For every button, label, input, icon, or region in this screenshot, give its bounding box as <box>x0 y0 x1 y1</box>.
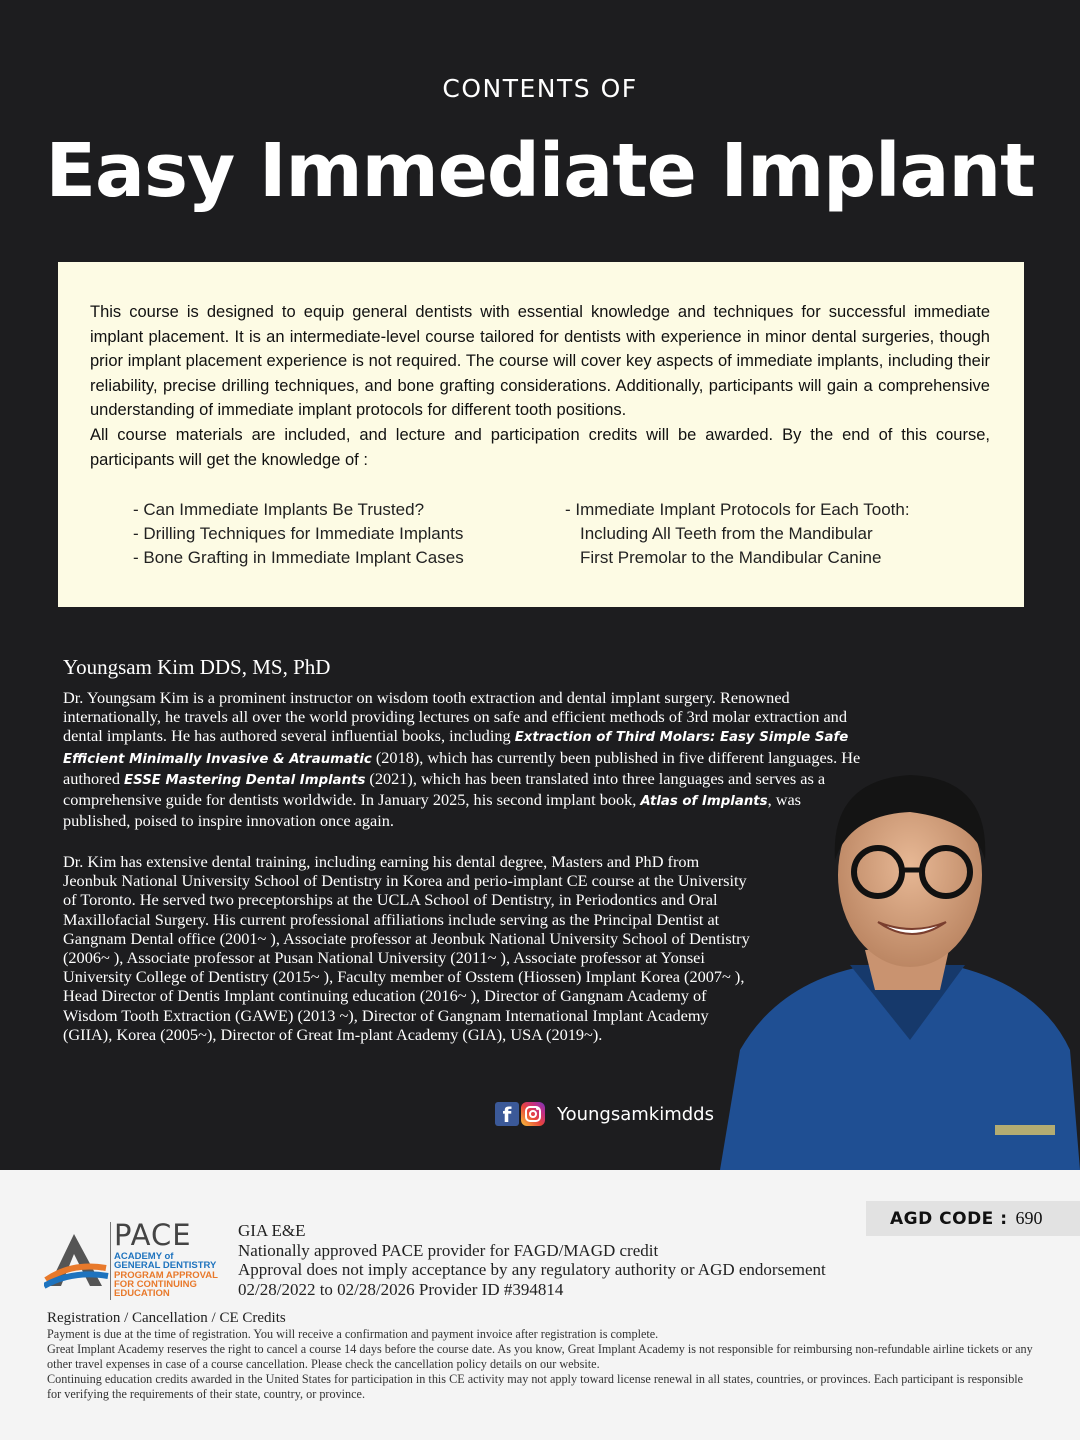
instructor-name: Youngsam Kim DDS, MS, PhD <box>63 655 331 679</box>
pace-line: EDUCATION <box>114 1288 170 1299</box>
agd-code-label: AGD CODE : <box>890 1209 1008 1229</box>
agd-code-badge <box>866 1201 1080 1236</box>
instagram-icon[interactable] <box>521 1102 545 1126</box>
course-description-paragraph: This course is designed to equip general dentists with essential knowledge and techniques for successful immediate implant placement. It is an intermediate-level course tailored for dentists with experience in minor dental surgeries, though prior implant placement experience is not required. The course will cover key aspects of immediate implants, including their reliability, precise drilling techniques, and bone grafting considerations. Additionally, participants will gain a comprehensive understanding of immediate implant protocols for different tooth positions. All course materials are included, and lecture and participation credits will be awarded. By the end of this course, participants will get the knowledge of : <box>90 303 990 469</box>
book-title: ESSE Mastering Dental Implants <box>124 772 366 788</box>
topic-item-continued: Including All Teeth from the Mandibular <box>580 524 873 543</box>
course-description-box <box>58 262 1024 607</box>
instructor-bio-paragraph: Dr. Youngsam Kim is a prominent instructor on wisdom tooth extraction and dental implant surgery. Renowned internationally, he travels all over the world providing lectures on safe and efficient methods of 3rd molar extraction and dental implants. He has authored several influential books, including Extraction of Third Molars: Easy Simple Safe Efficient Minimally Invasive & Atraumatic (2018), which has currently been published in five different languages. He authored ESSE Mastering Dental Implants (2021), which has been translated into three languages and serves as a comprehensive guide for dentists worldwide. In January 2025, his second implant book, Atlas of Implants, was published, poised to inspire innovation once again. <box>63 688 861 831</box>
provider-line: GIA E&E <box>238 1221 306 1240</box>
policy-title: Registration / Cancellation / CE Credits <box>47 1310 286 1326</box>
instructor-bio-paragraph: Dr. Kim has extensive dental training, including earning his dental degree, Masters and PhD from Jeonbuk National University School of Dentistry in Korea and perio-implant CE course at the University of Toronto. He served two preceptorships at the UCLA School of Dentistry, in Periodontics and Oral Maxillofacial Surgery. His current professional affiliations include serving as the Principal Dentist at Gangnam Dental office (2001~ ), Associate professor at Jeonbuk National University School of Dentistry (2006~ ), Associate professor at Pusan National University (2011~ ), Associate professor at Yonsei University College of Dentistry (2015~ ), Faculty member of Osstem (Hiossen) Implant Korea (2007~ ), Head Director of Dentis Implant continuing education (2016~ ), Director of Gangnam Academy of Wisdom Tooth Extraction (GAWE) (2013 ~), Director of Gangnam International Implant Academy (GIIA), Korea (2005~), Director of Great Im-plant Academy (GIA), USA (2019~). <box>63 852 750 1044</box>
social-handle[interactable]: Youngsamkimdds <box>557 1103 714 1125</box>
policy-paragraph: Continuing education credits awarded in the United States for participation in this CE activity may not apply toward license renewal in all states, countries, or provinces. Each participant is responsible for verifying the requirements of their state, country, or province. <box>47 1372 1024 1401</box>
topic-column-left <box>133 498 553 570</box>
page-title: Easy Immediate Implant <box>45 128 1035 214</box>
book-title: Atlas of Implants <box>640 794 768 810</box>
topic-item: - Can Immediate Implants Be Trusted? <box>133 500 425 519</box>
provider-line: Nationally approved PACE provider for FAGD/MAGD credit <box>238 1240 659 1260</box>
topic-item-continued: First Premolar to the Mandibular Canine <box>580 548 882 567</box>
topic-column-right <box>565 498 965 570</box>
footer-section <box>0 1170 1080 1440</box>
topic-item: - Immediate Implant Protocols for Each Tooth: <box>565 500 910 519</box>
policy-paragraph: Payment is due at the time of registration. You will receive a confirmation and payment invoice after registration is complete. <box>47 1327 659 1341</box>
social-links <box>495 1100 714 1128</box>
book-title: Extraction of Third Molars: Easy Simple Safe Efficient Minimally Invasive & Atraumatic <box>63 730 849 767</box>
pace-line: GENERAL DENTISTRY <box>114 1260 217 1271</box>
topic-item: - Bone Grafting in Immediate Implant Cases <box>133 548 464 567</box>
pace-wordmark: PACE <box>114 1218 192 1252</box>
provider-line: 02/28/2022 to 02/28/2026 Provider ID #394814 <box>238 1279 564 1299</box>
policy-paragraph: Great Implant Academy reserves the right to cancel a course 14 days before the course date. As you know, Great Implant Academy is not responsible for reimbursing non-refundable airline tickets or any other travel expenses in case of a course cancellation. Please check the cancellation policy details on our website. <box>47 1342 1033 1371</box>
agd-code-value: 690 <box>1015 1208 1043 1228</box>
topic-item: - Drilling Techniques for Immediate Implants <box>133 524 464 543</box>
pace-line: PROGRAM APPROVAL <box>114 1270 218 1281</box>
policy-section <box>47 1309 1037 1402</box>
pace-line: ACADEMY of <box>114 1251 174 1262</box>
page-subtitle: CONTENTS OF <box>442 74 638 103</box>
provider-line: Approval does not imply acceptance by any regulatory authority or AGD endorsement <box>238 1260 826 1279</box>
facebook-icon[interactable]: f <box>495 1102 519 1126</box>
pace-line: FOR CONTINUING <box>114 1279 197 1290</box>
provider-info <box>238 1221 826 1299</box>
